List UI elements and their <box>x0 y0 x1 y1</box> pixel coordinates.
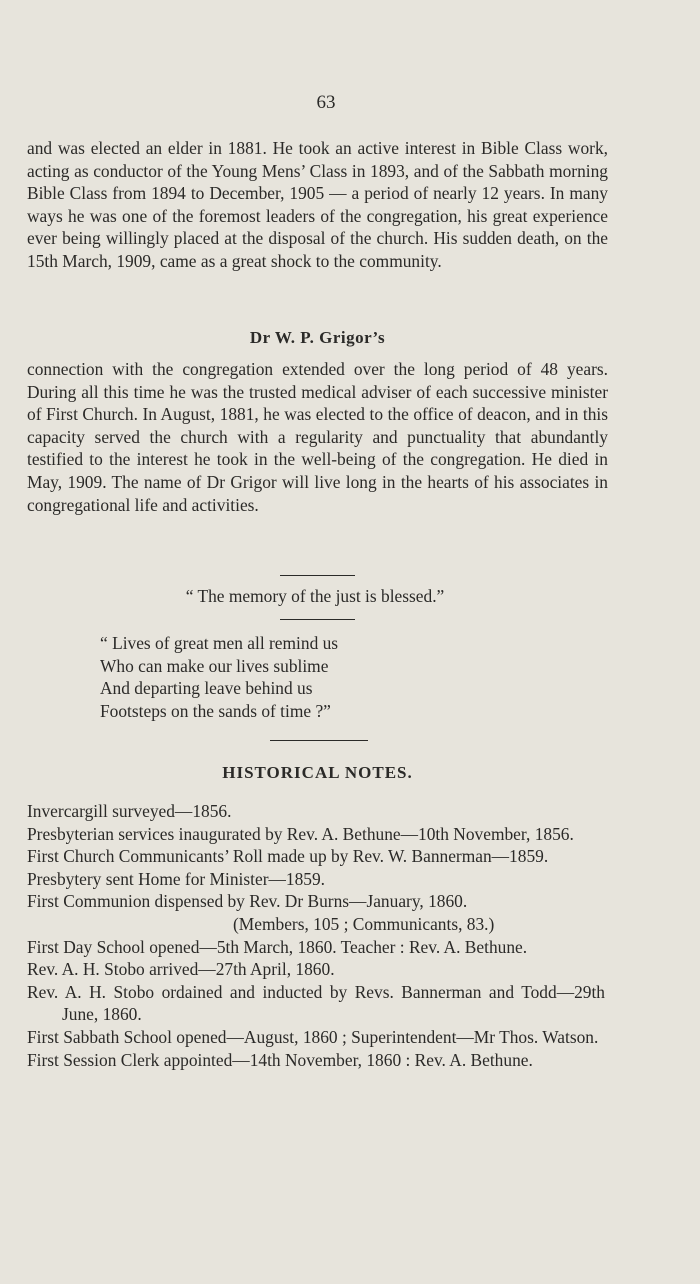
list-item <box>27 1026 605 1049</box>
list-item <box>27 845 605 868</box>
note-text: First Communion dispensed by Rev. Dr Burns—January, 1860. <box>27 891 468 912</box>
note-text: First Church Communicants’ Roll made up by Rev. W. Bannerman—1859. <box>27 846 549 867</box>
heading-grigor: Dr W. P. Grigor’s <box>249 328 386 347</box>
note-text: First Sabbath School opened—August, 1860 ; Superintendent—Mr Thos. Watson. <box>27 1026 599 1047</box>
note-text: Rev. A. H. Stobo ordained and inducted by Revs. Bannerman and Todd—29th June, 1860. <box>27 981 605 1025</box>
divider-rule <box>270 740 368 741</box>
divider-rule <box>280 619 355 620</box>
poem-line: And departing leave behind us <box>100 678 313 699</box>
poem-line: Footsteps on the sands of time ?” <box>100 700 331 721</box>
note-text: Invercargill surveyed—1856. <box>27 801 232 821</box>
paragraph-grigor-biography: connection with the congregation extended over the long period of 48 years. During all this time he was the trusted medical adviser of each successive minister of First Church. In August, 1881, he was elected to the office of deacon, and in this capacity served the church with a regularity and punctuality that abundantly testified to the interest he took in the well-being of the congregation. He died in May, 1909. The name of Dr Grigor will live long in the hearts of his associates in congregational life and activities. <box>27 359 608 515</box>
poem-stanza <box>100 632 338 722</box>
list-item <box>27 958 605 981</box>
list-item <box>27 1049 605 1072</box>
list-item <box>27 868 605 891</box>
quote-line: “ The memory of the just is blessed.” <box>185 586 445 606</box>
list-item <box>27 823 605 846</box>
note-text: Presbytery sent Home for Minister—1859. <box>27 868 326 889</box>
note-text: First Session Clerk appointed—14th November, 1860 : Rev. A. Bethune. <box>27 1049 533 1070</box>
poem-line: Who can make our lives sublime <box>100 655 329 676</box>
historical-notes-list <box>27 800 605 1071</box>
heading-historical-notes: HISTORICAL NOTES. <box>222 763 413 782</box>
paragraph-elder-biography: and was elected an elder in 1881. He took an active interest in Bible Class work, acting as conductor of the Young Mens’ Class in 1893, and of the Sabbath morning Bible Class from 1894 to December, 1905 — a period of nearly 12 years. In many ways he was one of the foremost leaders of the congregation, his great experience ever being willingly placed at the disposal of the church. His sudden death, on the 15th March, 1909, came as a great shock to the community. <box>27 138 608 271</box>
list-item <box>27 800 605 823</box>
note-text: Presbyterian services inaugurated by Rev. A. Bethune—10th November, 1856. <box>27 823 574 844</box>
note-subtext: (Members, 105 ; Communicants, 83.) <box>233 913 495 934</box>
note-text: First Day School opened—5th March, 1860. Teacher : Rev. A. Bethune. <box>27 936 528 957</box>
list-item <box>27 981 605 1026</box>
list-item <box>27 890 605 935</box>
page-number: 63 <box>316 92 336 113</box>
list-item <box>27 936 605 959</box>
poem-line: “ Lives of great men all remind us <box>100 633 339 653</box>
note-text: Rev. A. H. Stobo arrived—27th April, 1860. <box>27 959 335 980</box>
divider-rule <box>280 575 355 576</box>
